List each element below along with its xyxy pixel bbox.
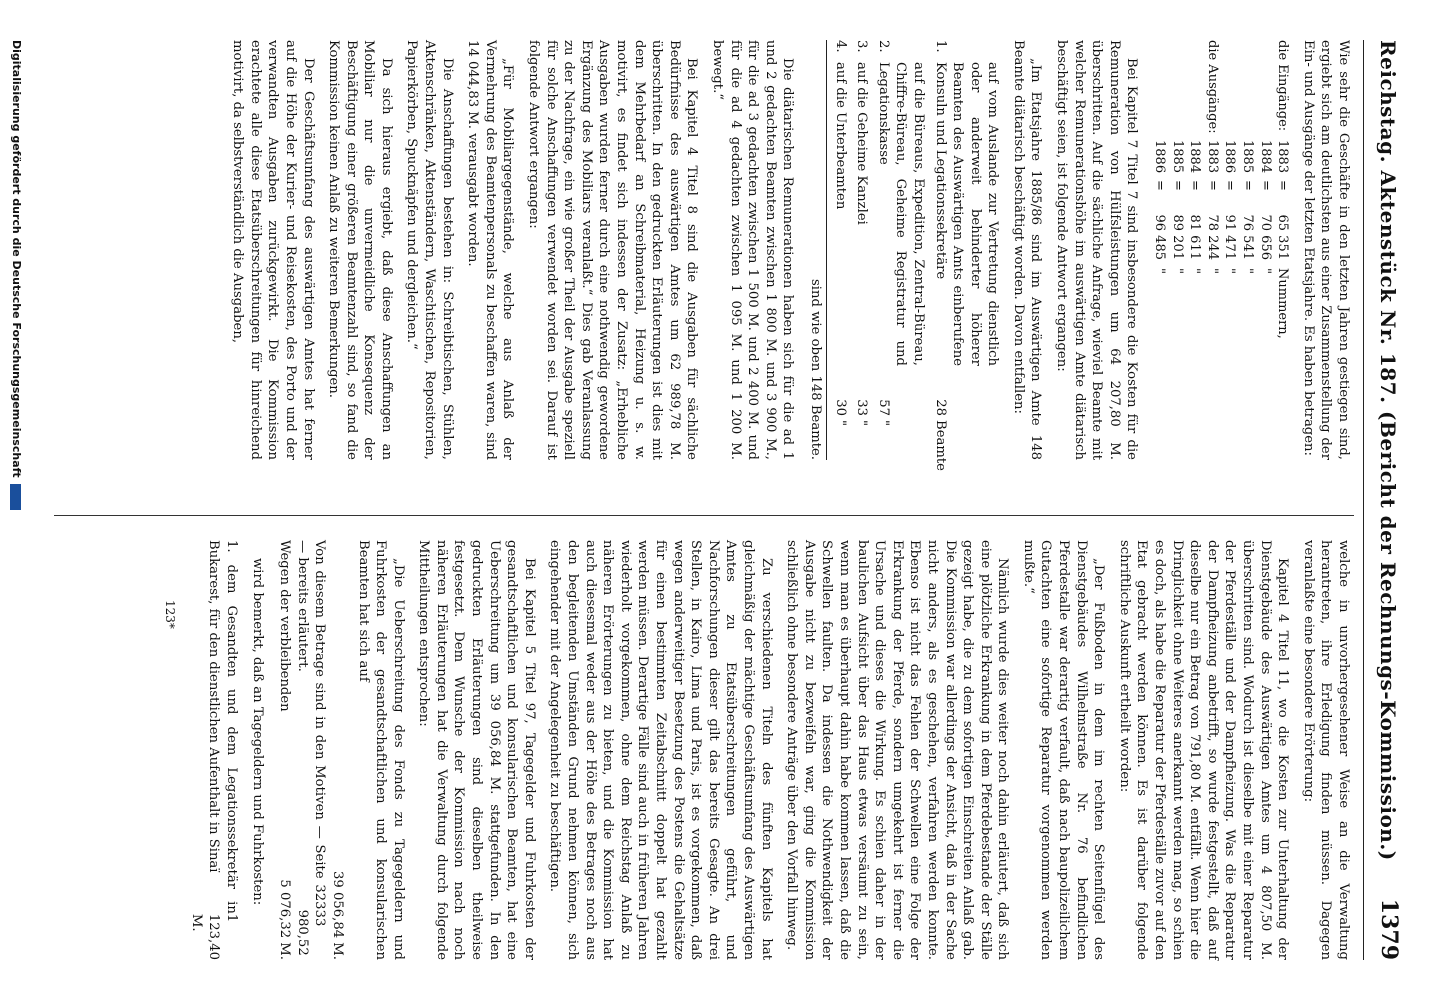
paragraph: Bei Kapitel 7 Titel 7 sind insbesondere die Kosten für die Remuneration von Hülfsleistungen um 64 207,80 M. überschritten. Auf die sächliche Anfrage, wieviel Beamte mit welcher Remunerationshöhe im auswärtigen Amte diätarisch beschäftigt seien, ist folgende Antwort ergangen: — [1054, 40, 1140, 460]
paragraph: Bei Kapitel 5 Titel 97, Tagegelder und Fuhrkosten der gesandtschaftlichen und konsularischen Beamten, hat eine Ueberschreitung um 39 056,84 M. stattgefunden. In den gedruckten Erläuterungen sind dieselben theilweise festgesetzt. Dem Wunsche der Kommission nach noch näheren Erläuterungen hat die Verwaltung durch folgende Mittheilungen entsprochen: — [416, 540, 537, 960]
paragraph: Da sich hieraus ergiebt, daß diese Anschaffungen an Mobiliar nur die unvermeidliche Konsequenz der Beschäftigung einer größeren Beamtenzahl sind, so fand die Kommission keinen Anlaß zu weiteren Bemerkungen. — [326, 40, 394, 460]
stats-row: 1885 = 89 201 " — [1169, 140, 1185, 274]
amount-line: 1. dem Gesandten und dem Legationssekretär in Bukarest, für den dienstlichen Aufenthalt in Sinaï 1 123,40 M. — [188, 540, 239, 961]
paragraph: welche in unvorhergesehener Weise an die Verwaltung herantreten, ihre Erledigung finden müssen. Dagegen veranlaßte eine besondere Erörterung: — [1300, 540, 1351, 960]
paragraph: Zu verschiedenen Titeln des fünften Kapitels hat gleichmäßig der mächtige Geschäftsumfang des Auswärtigen Amtes zu Etatsüberschreitungen geführt, und Nachforschungen dieser gilt das bereits Gesagte. An drei Stellen, in Kairo, Lima und Paris, ist es vorgekommen, daß wegen anderweitiger Besetzung des Postens die Gehaltsätze für einen bestimmten Zeitabschnitt doppelt hat gezahlt werden müssen. Derartige Fälle sind auch in früheren Jahren wiederholt vorgekommen, ohne dem Reichstag Anlaß zu näheren Erörterungen zu bieten, und die Kommission hat auch diesesmal weder aus der Höhe des Betrages noch aus den begleitenden Umständen Grund nehmen können, sich eingehender mit der Angelegenheit zu beschäftigen. — [547, 540, 774, 960]
paragraph: Die diätarischen Remunerationen haben sich für die ad 1 und 2 gedachten Beamten zwischen 1 800 M. und 3 900 M., für die ad 3 gedachten zwischen 1 500 M. und 2 400 M. und für die ad 4 gedachten zwischen 1 095 M. und 1 200 M. bewegt.“ — [710, 40, 796, 460]
left-column — [221, 40, 1352, 471]
stats-row: 1885 = 76 541 " — [1240, 140, 1256, 274]
paragraph: Die Anschaffungen bestehen in: Schreibtischen, Stühlen, Aktenschränken, Aktenständern, Waschtischen, Repositorien, Papierkörben, Spucknäpfen und dergleichen.“ — [404, 40, 455, 460]
running-head: Reichstag. Aktenstück Nr. 187. (Bericht der Rechnungs-Kommission.) — [1376, 40, 1400, 861]
paragraph: Kapitel 4 Titel 11, wo die Kosten zur Unterhaltung der Dienstgebäude des Auswärtigen Amtes um 4 807,50 M. überschritten sind. Wodurch ist dieselbe mit einer Reparatur der Pferdeställe und der Dampfheizung. Was die Reparatur der Dampfheizung anbetrifft, so wurde festgestellt, daß auf dieselbe nur ein Betrag von 791,80 M. entfällt. Wenn hier die Dringlichkeit ohne Weiteres anerkannt werden mag, so schien es doch, als habe die Reparatur der Pferdeställe zuvor auf den Etat gebracht werden können. Es ist darüber folgende schriftliche Auskunft ertheilt worden: — [1116, 540, 1291, 960]
list-item: 4. auf die Unterbeamten 30 " — [832, 40, 848, 427]
list-item: 3. auf die Geheime Kanzlei 33 " — [854, 40, 870, 427]
amounts-block — [187, 540, 240, 960]
paragraph: Der Geschäftsumfang des auswärtigen Amtes hat ferner auf die Höhe der Kurier- und Reisekosten, des Porto und der verwandten Ausgaben zurückgewirkt. Die Kommission erachtete alle diese Etatsüberschreitungen für hinreichend motivirt, da selbstverständlich die Ausgaben, — [230, 40, 316, 460]
header-rule — [1363, 40, 1364, 960]
in-out-stats — [1150, 40, 1291, 460]
right-column — [177, 540, 1352, 960]
paragraph: „Im Etatsjahre 1885/86 sind im Auswärtigen Amte 148 Beamte diätarisch beschäftigt worden. Davon entfallen: — [1010, 40, 1044, 460]
list-item: 2. auf die Büreaus, Expedition, Zentral-Büreau, Chiffre-Büreau, Geheime Registratur und Legationskasse 57 " — [875, 40, 926, 427]
paragraph: Nämlich wurde dies weiter noch dahin erläutert, daß sich eine plötzliche Erkrankung in dem Pferdebestande der Ställe gezeigt habe, die zu dem sofortigen Einschreiten Anlaß gab. Die Kommission war allerdings der Ansicht, daß in der Sache nicht anders, als es geschehen, verfahren werden konnte. Ebenso ist nicht das Fehlen der Schwellen eine Folge der Erkrankung der Pferde, sondern umgekehrt ist ferner die Ursache und dieses die Wirkung. Es schien daher in der baulichen Aufsicht über das Haus etwas versäumt zu sein, wenn man es überhaupt dahin habe kommen lassen, daß die Schwellen faulten. Da indessen die Nothwendigkeit der Ausgabe nicht zu bezweifeln war, ging die Kommission schließlich ohne besondere Anträge über den Vorfall hinweg. — [784, 540, 1011, 960]
list-total: sind wie oben 148 Beamte. — [806, 40, 827, 460]
staff-list — [806, 40, 1001, 471]
column-divider — [54, 515, 1354, 516]
stats-row: die Ausgänge: 1883 = 78 244 " — [1204, 40, 1220, 274]
paragraph: wird bemerkt, daß an Tagegeldern und Fuhrkosten: — [249, 558, 265, 906]
amount-line: Von diesem Betrage sind in den Motiven — Seite 323 — bereits erläutert. 33 980,52 — [294, 540, 328, 956]
amounts-block — [276, 540, 346, 960]
signature-mark: 123* — [163, 600, 177, 629]
stats-row: 1884 = 70 656 " — [1257, 140, 1273, 274]
paragraph: „Für Mobiliargegenstände, welche aus Anlaß der Vermehrung des Beamtenpersonals zu beschaffen waren, sind 14 044,83 M. verausgabt worden. — [465, 40, 516, 460]
paragraph: Wie sehr die Geschäfte in den letzten Jahren gestiegen sind, ergiebt sich am deutlichsten aus einer Zusammenstellung der Ein- und Ausgänge der letzten Etatsjahre. Es haben betragen: — [1300, 40, 1351, 460]
stats-row: 1886 = 91 471 " — [1222, 140, 1238, 274]
paragraph: „Der Fußboden in dem im rechten Seitenflügel des Dienstgebäudes Wilhelmstraße Nr. 76 befindlichen Pferdestalle war derartig verfault, daß nach baupolizeilichem Gutachten eine sofortige Reparatur vorgenommen werden mußte.“ — [1020, 540, 1107, 960]
list-item: 1. auf vom Auslande zur Vertretung dienstlich oder anderweit behinderter höherer Beamten des Auswärtigen Amts einberufene Konsuln und Legationssekretäre 28 Beamte — [932, 40, 1001, 471]
amount-line: Wegen der verbleibenden 5 076,32 M. — [277, 540, 293, 960]
stats-row: 1884 = 81 611 " — [1187, 140, 1203, 274]
stats-row: 1886 = 96 485 " — [1152, 140, 1168, 274]
stats-row: die Eingänge: 1883 = 65 351 Nummern, — [1275, 40, 1291, 339]
paragraph: Bei Kapitel 4 Titel 8 sind die Ausgaben für sächliche Bedürfnisse des auswärtigen Amtes um 62 989,78 M. überschritten. In den gedruckten Erläuterungen ist dies mit dem Mehrbedarf an Schreibmaterial, Heizung u. s. w. motivirt, es findet sich indessen der Zusatz: „Erhebliche Ausgaben wurden ferner durch eine nothwendig gewordene Ergänzung des Mobiliars veranlaßt.“ Dies gab Veranlassung zu der Nachfrage, ein wie großer Theil der Ausgabe speziell für solche Anschaffungen verwendet worden sei. Darauf ist folgende Antwort ergangen: — [526, 40, 700, 460]
page-number: 1379 — [1376, 898, 1402, 960]
page-header — [1368, 40, 1408, 960]
dfg-logo-icon — [11, 484, 22, 510]
paragraph: „Die Ueberschreitung des Fonds zu Tagegeldern und Fuhrkosten der gesandtschaftlichen und konsularischen Beamten hat sich auf — [355, 540, 406, 960]
amount-line: 39 056,84 M. — [329, 870, 345, 960]
digitization-credit: Digitalisierung gefördert durch die Deutsche Forschungsgemeinschaft — [10, 40, 23, 510]
